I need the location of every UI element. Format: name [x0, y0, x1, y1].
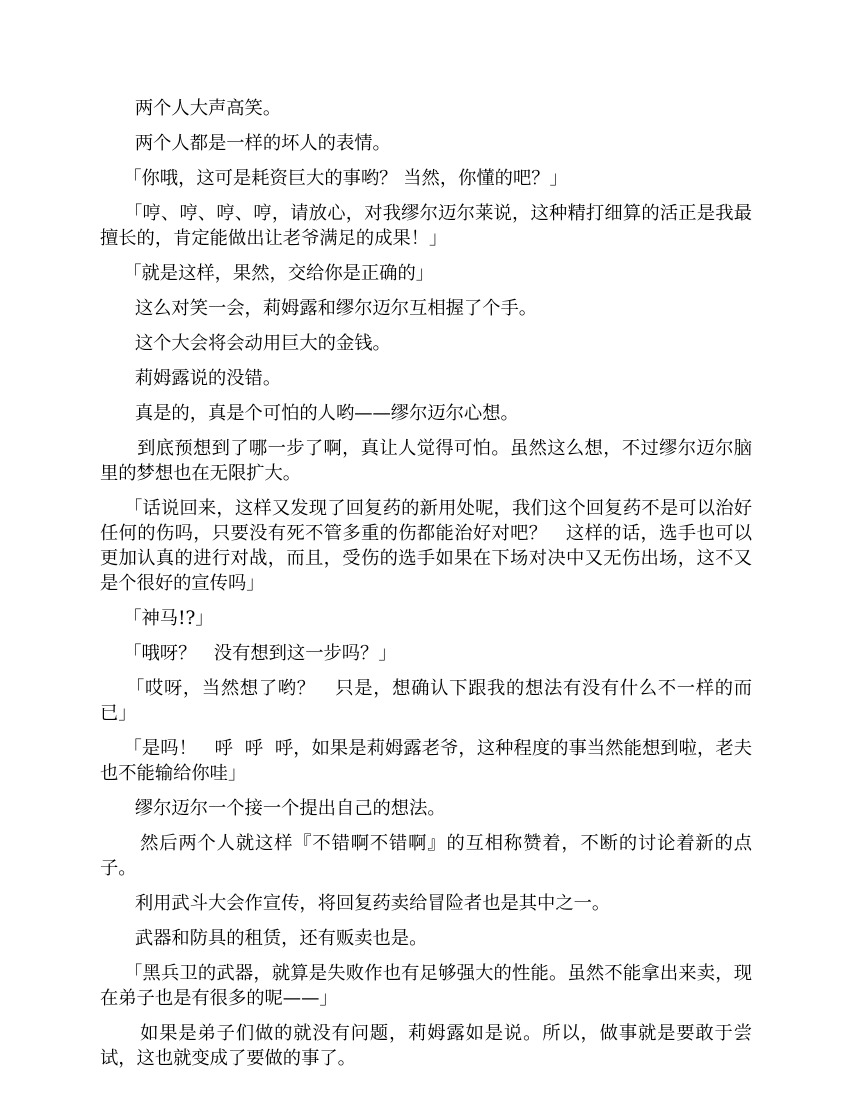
paragraph: 「就是这样，果然，交给你是正确的」 [100, 263, 435, 284]
paragraph: 「神马!?」 [100, 608, 214, 629]
paragraph: 两个人都是一样的坏人的表情。 [100, 133, 391, 154]
paragraph: 利用武斗大会作宣传，将回复药卖给冒险者也是其中之一。 [100, 893, 611, 914]
paragraph: 到底预想到了哪一步了啊，真让人觉得可怕。虽然这么想，不过缪尔迈尔脑里的梦想也在无限扩大。 [100, 438, 753, 484]
document-page [100, 96, 752, 1081]
paragraph: 「哎呀，当然想了哟？ 只是，想确认下跟我的想法有没有什么不一样的而已」 [100, 678, 752, 724]
paragraph: 然后两个人就这样『不错啊不错啊』的互相称赞着，不断的讨论着新的点子。 [100, 833, 752, 879]
paragraph: 「哦呀？ 没有想到这一步吗？」 [100, 643, 397, 664]
paragraph: 「你哦，这可是耗资巨大的事哟？ 当然，你懂的吧？」 [100, 168, 568, 189]
paragraph: 武器和防具的租赁，还有贩卖也是。 [100, 928, 428, 949]
paragraph: 缪尔迈尔一个接一个提出自己的想法。 [100, 798, 446, 819]
paragraph: 如果是弟子们做的就没有问题，莉姆露如是说。所以，做事就是要敢于尝试，这也就变成了要做的事了。 [100, 1023, 752, 1069]
paragraph: 莉姆露说的没错。 [100, 368, 282, 389]
paragraph: 「话说回来，这样又发现了回复药的新用处呢，我们这个回复药不是可以治好任何的伤吗，只要没有死不管多重的伤都能治好对吧？ 这样的话，选手也可以更加认真的进行对战，而且，受伤的选手如果在下场对决中又无伤出场，这不又是个很好的宣传吗」 [100, 498, 753, 594]
paragraph: 这个大会将会动用巨大的金钱。 [100, 333, 391, 354]
paragraph: 两个人大声高笑。 [100, 98, 282, 119]
paragraph: 「哼、哼、哼、哼，请放心，对我缪尔迈尔莱说，这种精打细算的活正是我最擅长的，肯定能做出让老爷满足的成果！」 [100, 203, 753, 249]
paragraph: 「黑兵卫的武器，就算是失败作也有足够强大的性能。虽然不能拿出来卖，现在弟子也是有很多的呢——」 [100, 963, 753, 1009]
paragraph: 「是吗！ 呼 呼 呼，如果是莉姆露老爷，这种程度的事当然能想到啦，老夫也不能输给你哇」 [100, 738, 752, 784]
paragraph: 真是的，真是个可怕的人哟——缪尔迈尔心想。 [100, 403, 519, 424]
paragraph: 这么对笑一会，莉姆露和缪尔迈尔互相握了个手。 [100, 298, 538, 319]
